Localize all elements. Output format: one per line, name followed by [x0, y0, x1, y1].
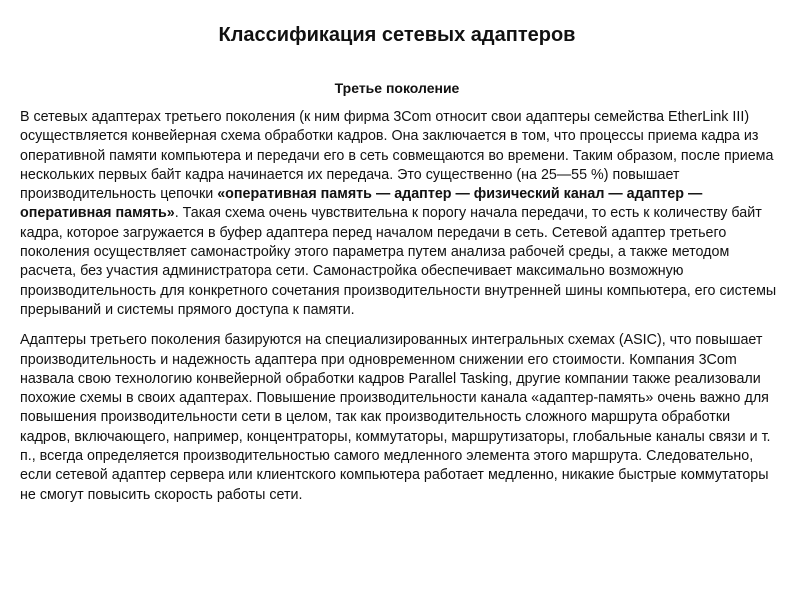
paragraph-asic: Адаптеры третьего поколения базируются на специализированных интегральных схемах (ASIC), что повышает производительность и надежность адаптера при одновременном снижении его стоимости. Компания 3Com назвала свою технологию конвейерной обработки кадров Parallel Tasking, другие компании также реализовали похожие схемы в своих адаптерах. Повышение производительности канала «адаптер-память» очень важно для повышения производительности сети в целом, так как производительность сложного маршрута обработки кадров, включающего, например, концентраторы, коммутаторы, маршрутизаторы, глобальные каналы связи и т. п., всегда определяется производительностью самого медленного элемента этого маршрута. Следовательно, если сетевой адаптер сервера или клиентского компьютера работает медленно, никакие быстрые коммутаторы не смогут повысить скорость работы сети. — [20, 332, 771, 503]
paragraph-text: . Такая схема очень чувствительна к порогу начала передачи, то есть к количеству байт кадра, которое загружается в буфер адаптера перед началом передачи в сеть. Сетевой адаптер третьего поколения осуществляет самонастройку этого параметра путем анализа рабочей среды, а также методом расчета, без участия администратора сети. Самонастройка обеспечивает максимально возможную производительность для конкретного сочетания производительности внутренней шины компьютера, его системы прерываний и системы прямого доступа к памяти. — [20, 205, 777, 318]
paragraph-text: В сетевых адаптерах третьего поколения (к ним фирма 3Com относит свои адаптеры семейства EtherLink III) осуществляется конвейерная схема обработки кадров. Она заключается в том, что процессы приема кадра из оперативной памяти компьютера и передачи его в сеть совмещаются во времени. Таким образом, после приема нескольких первых байт кадра начинается их передача. Это существенно (на 25—55 %) повышает производительность цепочки — [20, 109, 774, 203]
body-text — [20, 108, 780, 505]
page-title: Классификация сетевых адаптеров — [218, 24, 576, 46]
paragraph-pipeline — [20, 108, 780, 320]
section-subtitle: Третье поколение — [334, 80, 460, 96]
emphasized-chain: «оперативная память — адаптер — физический канал — адаптер — оперативная память» — [20, 186, 703, 222]
